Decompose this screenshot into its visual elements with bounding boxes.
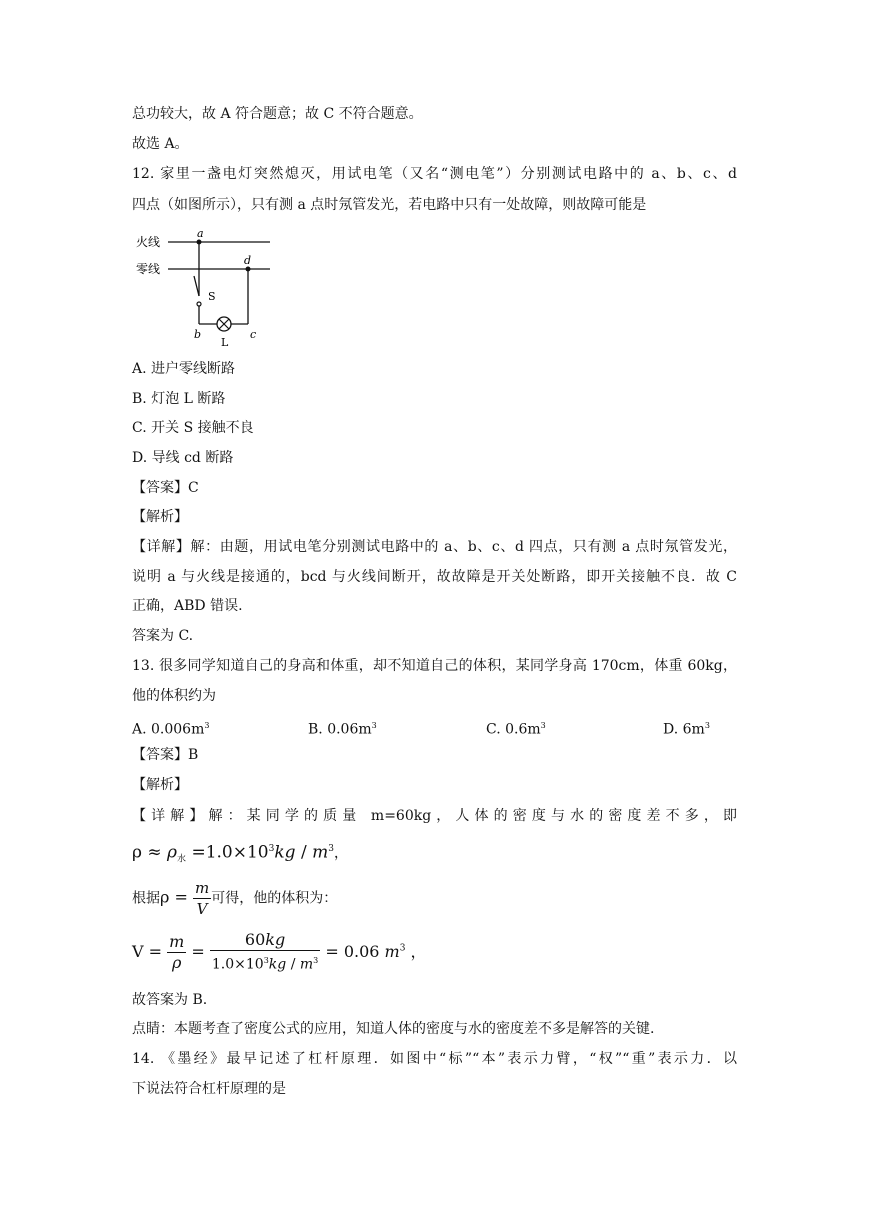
option-d: D. $6m^3$ [663,721,710,738]
label-l: L [221,336,229,349]
detail-text: 说明 a 与火线是接通的，bcd 与火线间断开，故故障是开关处断路，即开关接触不良．故 C [132,569,737,585]
detail-text: 【详解】解：由题，用试电笔分别测试电路中的 a、b、c、d 四点，只有测 a 点时氖管发光， [132,539,737,555]
option-c: C. $0.6m^3$ [486,721,546,738]
analysis-label: 【解析】 [132,509,188,525]
label-c: c [250,328,257,341]
volume-formula: V = $\frac{m}{\rho}$ = $\frac{60kg}{1.0\times 10^3kg / m^3}$ = 0.06 $m^3$ ， [132,930,427,973]
detail-text: 答案为 C. [132,628,194,644]
question-14-text: 下说法符合杠杆原理的是 [132,1081,286,1097]
option-b: B. $0.06m^3$ [308,721,377,738]
text-line: 故选 A。 [132,136,189,152]
switch-s [194,276,199,296]
answer-label: 【答案】B [132,747,199,763]
circuit-diagram [130,228,280,353]
note-text: 点睛：本题考查了密度公式的应用，知道人体的密度与水的密度差不多是解答的关键. [132,1021,655,1037]
question-12-text: 四点（如图所示），只有测 a 点时氖管发光，若电路中只有一处故障，则故障可能是 [132,197,647,213]
detail-text: 正确，ABD 错误. [132,598,243,614]
density-approx-formula: $\rho \approx \rho_水 =1.0\times 10^3kg / m^3$， [132,842,348,865]
question-12-text: 12. 家里一盏电灯突然熄灭，用试电笔（又名“测电笔”）分别测试电路中的 a、b、c、d [132,166,737,182]
final-answer: 故答案为 B. [132,992,208,1008]
option-b: B. 灯泡 L 断路 [132,391,226,407]
question-14-text: 14. 《墨经》最早记述了杠杆原理．如图中“标”“本”表示力臂，“权”“重”表示力．以 [132,1051,737,1067]
density-formula-line: 根据ρ = $\frac{m}{V}$ 可得，他的体积为： [132,879,338,918]
neutral-wire-label: 零线 [136,262,161,276]
detail-text: 【详解】解：某同学的质量 m=60kg，人体的密度与水的密度差不多，即 [132,808,737,824]
answer-label: 【答案】C [132,480,199,496]
option-c: C. 开关 S 接触不良 [132,420,254,436]
switch-contact [197,302,201,306]
option-d: D. 导线 cd 断路 [132,450,234,466]
label-s: S [208,290,216,303]
question-13-text: 13. 很多同学知道自己的身高和体重，却不知道自己的体积，某同学身高 170cm，体重 60kg， [132,658,737,674]
node-d [246,267,251,272]
label-b: b [194,328,202,341]
live-wire-label: 火线 [136,235,161,249]
label-d: d [244,254,252,267]
question-13-text: 他的体积约为 [132,688,216,704]
option-a: A. 进户零线断路 [132,361,236,377]
label-a: a [197,228,204,240]
analysis-label: 【解析】 [132,777,188,793]
option-a: A. $0.006m^3$ [132,721,210,738]
text-line: 总功较大，故 A 符合题意；故 C 不符合题意。 [132,106,423,122]
